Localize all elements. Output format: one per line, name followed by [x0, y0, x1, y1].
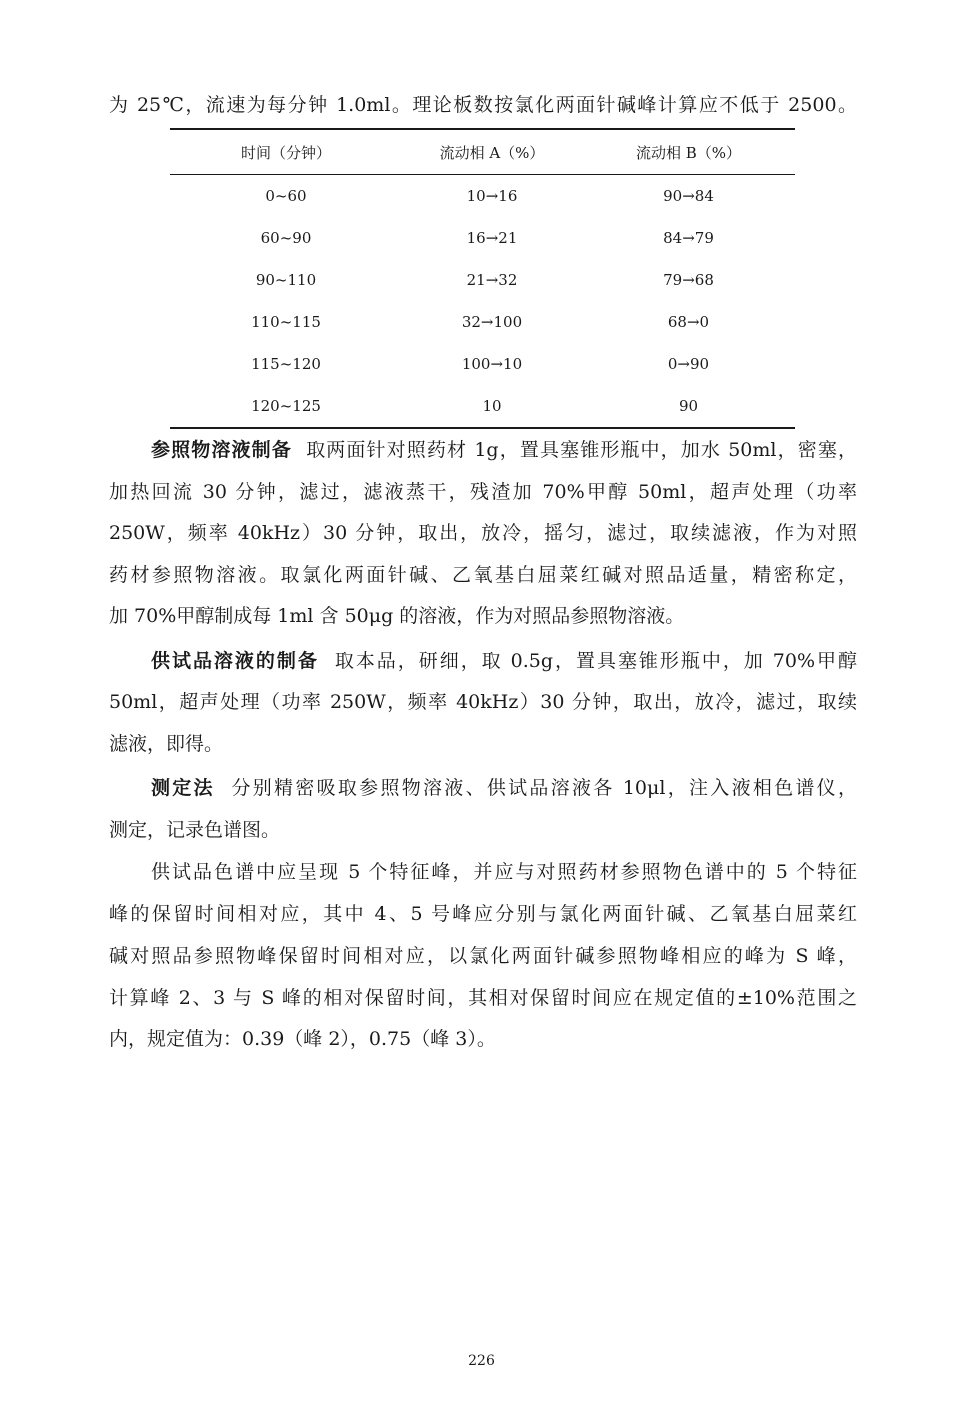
table-cell: 84→79 [663, 229, 714, 247]
table-cell: 110~115 [251, 313, 321, 331]
table-cell: 90→84 [663, 187, 714, 205]
table-cell: 21→32 [466, 271, 518, 289]
table-cell: 120~125 [251, 397, 321, 415]
paragraph-line [151, 775, 857, 801]
table-cell: 0~60 [265, 187, 307, 205]
table-row [170, 175, 795, 217]
table-cell: 32→100 [461, 313, 523, 331]
table-cell: 0→90 [667, 355, 710, 373]
table-cell: 16→21 [466, 229, 518, 247]
table-cell: 10 [482, 397, 502, 415]
paragraph-text: 分别精密吸取参照物溶液、供试品溶液各 10μl，注入液相色谱仪， [231, 777, 857, 799]
paragraph-line: 内，规定值为：0.39（峰 2），0.75（峰 3）。 [109, 1028, 496, 1050]
paragraph-text: 取两面针对照药材 1g，置具塞锥形瓶中，加水 50ml，密塞， [306, 439, 857, 461]
table-row [170, 301, 795, 343]
page-number: 226 [468, 1353, 495, 1369]
paragraph-line: 峰的保留时间相对应，其中 4、5 号峰应分别与氯化两面针碱、乙氧基白屈菜红 [109, 903, 857, 925]
paragraph-line: 加热回流 30 分钟，滤过，滤液蒸干，残渣加 70%甲醇 50ml，超声处理（功率 [109, 481, 857, 503]
table-header-cell: 流动相 A（%） [439, 143, 545, 162]
table-header-cell: 时间（分钟） [240, 143, 331, 162]
intro-line: 为 25℃，流速为每分钟 1.0ml。理论板数按氯化两面针碱峰计算应不低于 2500。 [109, 94, 857, 116]
paragraph-line: 计算峰 2、3 与 S 峰的相对保留时间，其相对保留时间应在规定值的±10%范围之 [109, 987, 857, 1009]
table-header-cell: 流动相 B（%） [635, 143, 742, 162]
paragraph-line: 250W，频率 40kHz）30 分钟，取出，放冷，摇匀，滤过，取续滤液，作为对照 [109, 522, 857, 544]
table-header-row [170, 130, 795, 175]
paragraph-line: 加 70%甲醇制成每 1ml 含 50μg 的溶液，作为对照品参照物溶液。 [109, 605, 685, 627]
paragraph-line: 供试品色谱中应呈现 5 个特征峰，并应与对照药材参照物色谱中的 5 个特征 [151, 861, 857, 883]
paragraph-line: 碱对照品参照物峰保留时间相对应，以氯化两面针碱参照物峰相应的峰为 S 峰， [109, 945, 857, 967]
paragraph-line: 50ml，超声处理（功率 250W，频率 40kHz）30 分钟，取出，放冷，滤过，取续 [109, 691, 857, 713]
paragraph-line: 滤液，即得。 [109, 733, 224, 755]
table-cell: 60~90 [260, 229, 312, 247]
table-row [170, 343, 795, 385]
table-row [170, 385, 795, 427]
table-cell: 100→10 [461, 355, 523, 373]
section-heading-sample: 供试品溶液的制备 [151, 650, 319, 672]
table-cell: 79→68 [663, 271, 714, 289]
paragraph-line [151, 648, 857, 674]
paragraph-line [151, 437, 857, 463]
table-cell: 68→0 [667, 313, 710, 331]
gradient-table [170, 128, 795, 429]
section-heading-reference: 参照物溶液制备 [151, 439, 292, 461]
table-row [170, 259, 795, 301]
paragraph-line: 测定，记录色谱图。 [109, 819, 281, 841]
table-row [170, 217, 795, 259]
paragraph-line: 药材参照物溶液。取氯化两面针碱、乙氧基白屈菜红碱对照品适量，精密称定， [109, 564, 857, 586]
table-cell: 90 [678, 397, 699, 415]
paragraph-text: 取本品，研细，取 0.5g，置具塞锥形瓶中，加 70%甲醇 [334, 650, 857, 672]
table-cell: 115~120 [251, 355, 321, 373]
table-cell: 10→16 [466, 187, 518, 205]
section-heading-method: 测定法 [151, 777, 215, 799]
table-cell: 90~110 [255, 271, 317, 289]
